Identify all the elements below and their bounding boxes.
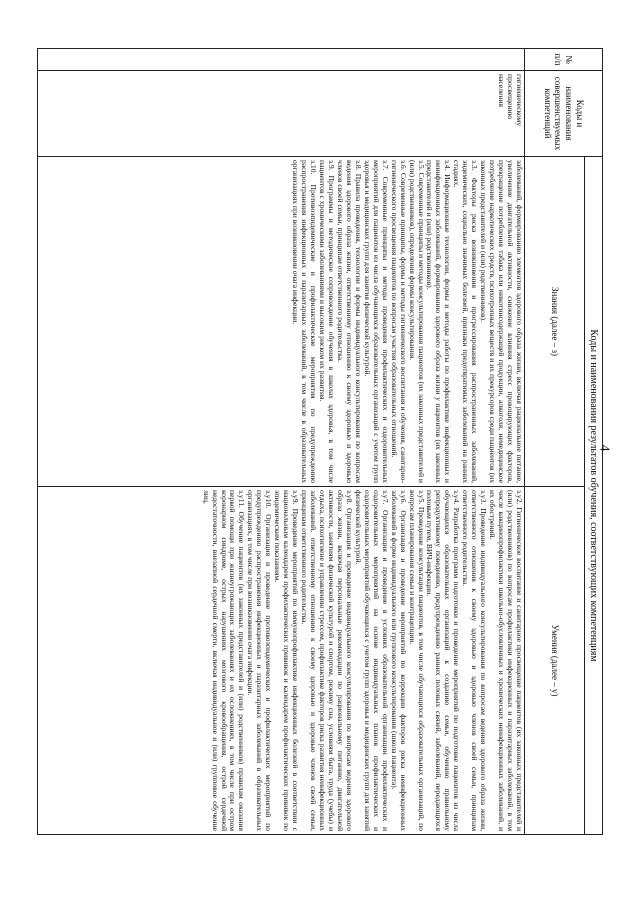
header-skills: Умения (далее – у) bbox=[525, 487, 585, 835]
skill-item: з.у4. Разработка программ подготовки и проведение мероприятий по подготовке пациентов из числа обучающихся образовательных организаций к созданию семьи, обучению правильному репродуктивному поведению, предупреждению ранних половых связей, заболеваний, передающихся половым путем, ВИЧ-инфекции. bbox=[425, 490, 462, 832]
knowledge-item: з.3. Факторы риска возникновения и прогрессирования распространенных заболеваний, эндемических, социально значимых болезней, признаки предотвратимых заболеваний на ранних стадиях. bbox=[452, 160, 480, 483]
row-competency: гигиеническому просвещению населения bbox=[38, 71, 525, 157]
skill-item: з.у10. Организация и проведение противоэпидемических и профилактических мероприятий по предупреждению распространения инфекционных и паразитарных заболеваний в образовательных организациях, в том числе при возникновении очага инфекции. bbox=[246, 490, 274, 832]
skill-item: з.у5. Проведение консультации пациентов, в том числе обучающихся образовательных организаций, по вопросам планирования семьи и контрацепции. bbox=[407, 490, 426, 832]
skill-item: з.у2. Гигиеническое воспитание и санитарное просвещение пациентов (их законных представителей и (или) родственников) по вопросам профилактики инфекционных и паразитарных заболеваний, в том числе вакцинопрофилактики школьно-обусловленных и хронических неинфекционных заболеваний, и их обострений. bbox=[488, 490, 524, 832]
skill-item: з.у9. Проведение мероприятий по иммунопрофилактике инфекционных болезней в соответствии с национальным календарем профилактических прививок и календарем профилактических прививок по эпидемическим показаниям. bbox=[273, 490, 301, 832]
knowledge-item: з.5. Современные принципы и методы консультирования пациентов (их законных представителей и (или) родственников), определения формы консультирования. bbox=[407, 160, 426, 483]
knowledge-item: з.9. Программы и методическое сопровождение обучения в школах здоровья, в том числе пациентов с хроническими заболеваниями и высоким риском их развития. bbox=[318, 160, 336, 483]
header-group: Коды и наименования результатов обучения, соответствующих компетенциям bbox=[585, 157, 603, 835]
skill-item: з.у11. Обучение пациентов (их законных представителей и (или) родственников) правилам оказания первой помощи при жизнеугрожающих заболеваниях и их осложнениях, в том числе при остром коронарном синдроме, острых нарушениях мозгового кровообращения, острой сердечной недостаточности, внезапной сердечной смерти, включая индивидуальное и (или) групповое обучение лиц, bbox=[201, 490, 247, 832]
header-num: № п/п bbox=[525, 49, 603, 71]
row-knowledge bbox=[38, 157, 525, 487]
competency-table bbox=[37, 48, 603, 835]
header-knowledge: Знания (далее – з) bbox=[525, 157, 585, 487]
skill-item: з.у7. Организация и проведение в условиях образовательной организации профилактических и оздоровительных мероприятий на основе индивидуальных планов профилактических и оздоровительных мероприятий обучающихся с учетом групп здоровья и медицинских групп для занятий физической культурой. bbox=[353, 490, 390, 832]
knowledge-item: з.10. Противоэпидемические и профилактические мероприятия по предупреждению распространения инфекционных и паразитарных заболеваний, в том числе в образовательных организациях при возникновении очага инфекции. bbox=[291, 160, 319, 483]
row-num bbox=[38, 49, 525, 71]
page-number: 4 bbox=[596, 444, 612, 452]
row-skills bbox=[38, 487, 525, 835]
knowledge-item: з.7. Современные принципы и методы проведения профилактических и оздоровительных мероприятий для пациентов из числа обучающихся образовательных организаций с учетом групп здоровья и медицинских групп для занятия физической культурой. bbox=[362, 160, 390, 483]
table-row bbox=[38, 49, 525, 835]
rotated-table-wrapper bbox=[37, 48, 603, 834]
skill-item: з.у8. Организация и проведение индивидуального консультирования по вопросам ведения здорового образа жизни, включая персональные рекомендации по рациональному питанию, двигательной активности, занятиям физической культурой и спортом, режиму сна, условиям быта, труда (учебы) и отдыха, психогигиене и управлению стрессом, профилактике факторов риска развития неинфекционных заболеваний, ответственному отношению к своему здоровью и здоровью членов своей семьи, принципам ответственного родительства. bbox=[300, 490, 354, 832]
knowledge-item: заболеваний, формированию элементов здорового образа жизни, включая рациональное питание, увеличение двигательной активности, снижение влияния стресс провоцирующих факторов, прекращение потребления табака или никотинсодержащей продукции, алкоголя, немедицинское потребление наркотических средств, психотропных веществ и их прекурсоров среди пациентов (их законных представителей и (или) родственников). bbox=[479, 160, 524, 483]
knowledge-item: з.8. Правила проведения, технологии и формы индивидуального консультирования по вопросам ведения здорового образа жизни, ответственному отношению к своему здоровью и здоровью членов своей семьи, принципам ответственного родительства. bbox=[335, 160, 363, 483]
skill-item: з.у3. Проведение индивидуального консультирования по вопросам ведения здорового образа жизни, ответственного отношения к своему здоровью и здоровью членов своей семьи, принципам ответственного родительства. bbox=[461, 490, 489, 832]
header-code: Коды и наименования совершенствуемых компетенций bbox=[525, 71, 603, 157]
knowledge-item: з.4. Информационные технологии, формы и методы работы по профилактике инфекционных и неинфекционных заболеваний, формированию здорового образа жизни у пациентов (их законных представителей и (или) родственников). bbox=[425, 160, 453, 483]
skill-item: з.у6. Организация и проведение мероприятий по коррекции факторов риска неинфекционных заболеваний в форме индивидуального или группового консультирования (школа пациента). bbox=[389, 490, 408, 832]
knowledge-item: з.6. Современные принципы, формы и методы гигиенического воспитания и обучения, санитарно-гигиенического просвещения пациентов по вопросам участия образовательных отношений. bbox=[389, 160, 408, 483]
